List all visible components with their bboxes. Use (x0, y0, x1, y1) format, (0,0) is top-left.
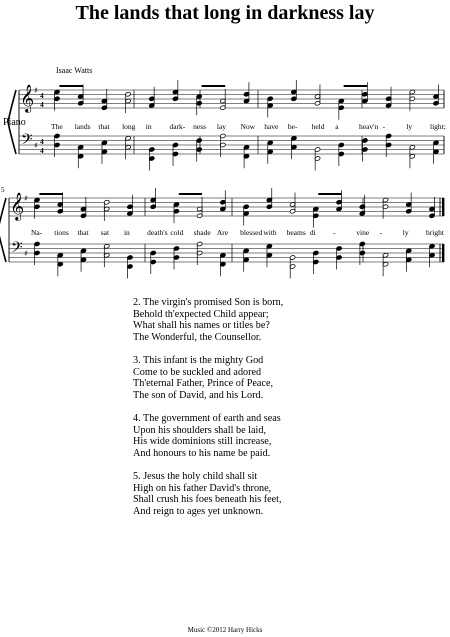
lyric-syllable: be- (287, 122, 298, 131)
sharp-icon: ♯ (34, 141, 38, 150)
lyric-syllable: shade (193, 228, 211, 237)
sharp-icon: ♯ (34, 86, 38, 95)
verse-line: Shall crush his foes beneath his feet, (133, 494, 282, 506)
lyric-syllable: with (263, 228, 277, 237)
lyric-syllable: that (98, 122, 110, 131)
lyric-syllable: that (77, 228, 89, 237)
time-signature-bottom: 4 (40, 146, 44, 155)
music-score (0, 78, 450, 283)
verse-line: The Wonderful, the Counsellor. (133, 331, 262, 343)
copyright-footer: Music ©2012 Harry Hicks (187, 626, 263, 634)
lyric-syllable: vine (356, 228, 370, 237)
verse-line: 4. The government of earth and seas (133, 412, 281, 424)
lyric-syllable: tions (54, 228, 69, 237)
verse-line: 2. The virgin's promised Son is born, (133, 297, 284, 308)
time-signature-top: 4 (40, 137, 44, 146)
lyric-syllable: dark- (169, 122, 186, 131)
verse-line: His wide dominions still increase, (133, 436, 272, 448)
lyric-syllable: held (311, 122, 325, 131)
verse-line: High on his father David's throne, (133, 482, 272, 494)
sharp-icon: ♯ (24, 249, 28, 258)
verses-block (133, 297, 433, 529)
treble-clef-icon: 𝄞 (10, 192, 25, 220)
time-signature-top: 4 (40, 91, 44, 100)
lyric-syllable: di (309, 228, 316, 237)
lyric-syllable: beams (286, 228, 306, 237)
verse-4 (133, 413, 433, 459)
treble-clef-icon: 𝄞 (20, 84, 35, 112)
verse-2 (133, 297, 433, 343)
brace (8, 90, 16, 154)
lyric-syllable: blessed (240, 228, 263, 237)
lyric-syllable: death's (147, 228, 168, 237)
bass-clef-icon: 𝄢 (21, 131, 33, 152)
verse-line: What shall his names or titles be? (133, 320, 270, 332)
lyric-syllable: ness (193, 122, 207, 131)
instrument-label: Piano (3, 117, 26, 128)
lyric-syllable: in (123, 228, 130, 237)
verse-line: Come to be suckled and adored (133, 366, 262, 378)
lyric-syllable: cold (170, 228, 184, 237)
bass-clef-icon: 𝄢 (11, 239, 23, 260)
lyric-syllable: have (264, 122, 279, 131)
lyric-syllable: Now (240, 122, 256, 131)
verse-line: Th'eternal Father, Prince of Peace, (133, 378, 274, 390)
lyric-syllable: in (145, 122, 152, 131)
verse-line: And reign to ages yet unknown. (133, 505, 264, 517)
lyric-syllable: bright (426, 228, 444, 237)
lyric-syllable: ly (402, 228, 409, 237)
composer-credit: Isaac Watts (56, 66, 93, 75)
lyric-syllable: long (122, 122, 136, 131)
sharp-icon: ♯ (24, 194, 28, 203)
page-title: The lands that long in darkness lay (75, 2, 375, 24)
verse-line: 5. Jesus the holy child shall sit (133, 470, 258, 482)
brace (0, 198, 6, 262)
lyric-syllable: sat (100, 228, 110, 237)
lyric-syllable: lands (74, 122, 91, 131)
lyric-syllable: heav'n (358, 122, 379, 131)
lyric-syllable: a (335, 122, 339, 131)
verse-line: Upon his shoulders shall be laid, (133, 424, 266, 436)
lyric-syllable: lay (216, 122, 226, 131)
final-barline (442, 244, 444, 262)
verse-line: And honours to his name be paid. (133, 447, 271, 459)
lyric-syllable: Na- (31, 228, 43, 237)
lyric-syllable: ly (406, 122, 413, 131)
verse-line: 3. This infant is the mighty God (133, 354, 264, 366)
verse-5 (133, 471, 433, 517)
lyric-syllable: - (379, 228, 383, 237)
time-signature-bottom: 4 (40, 100, 44, 109)
measure-number: 5 (1, 186, 5, 194)
verse-line: Behold th'expected Child appear; (133, 308, 269, 320)
verse-3 (133, 355, 433, 401)
lyric-syllable: Are (216, 228, 229, 237)
verse-line: The son of David, and his Lord. (133, 389, 264, 401)
lyric-syllable: The (51, 122, 63, 131)
lyric-syllable: light; (430, 122, 446, 131)
final-barline (442, 198, 444, 216)
lyric-syllable: - (333, 228, 336, 237)
lyric-syllable: - (382, 122, 386, 131)
